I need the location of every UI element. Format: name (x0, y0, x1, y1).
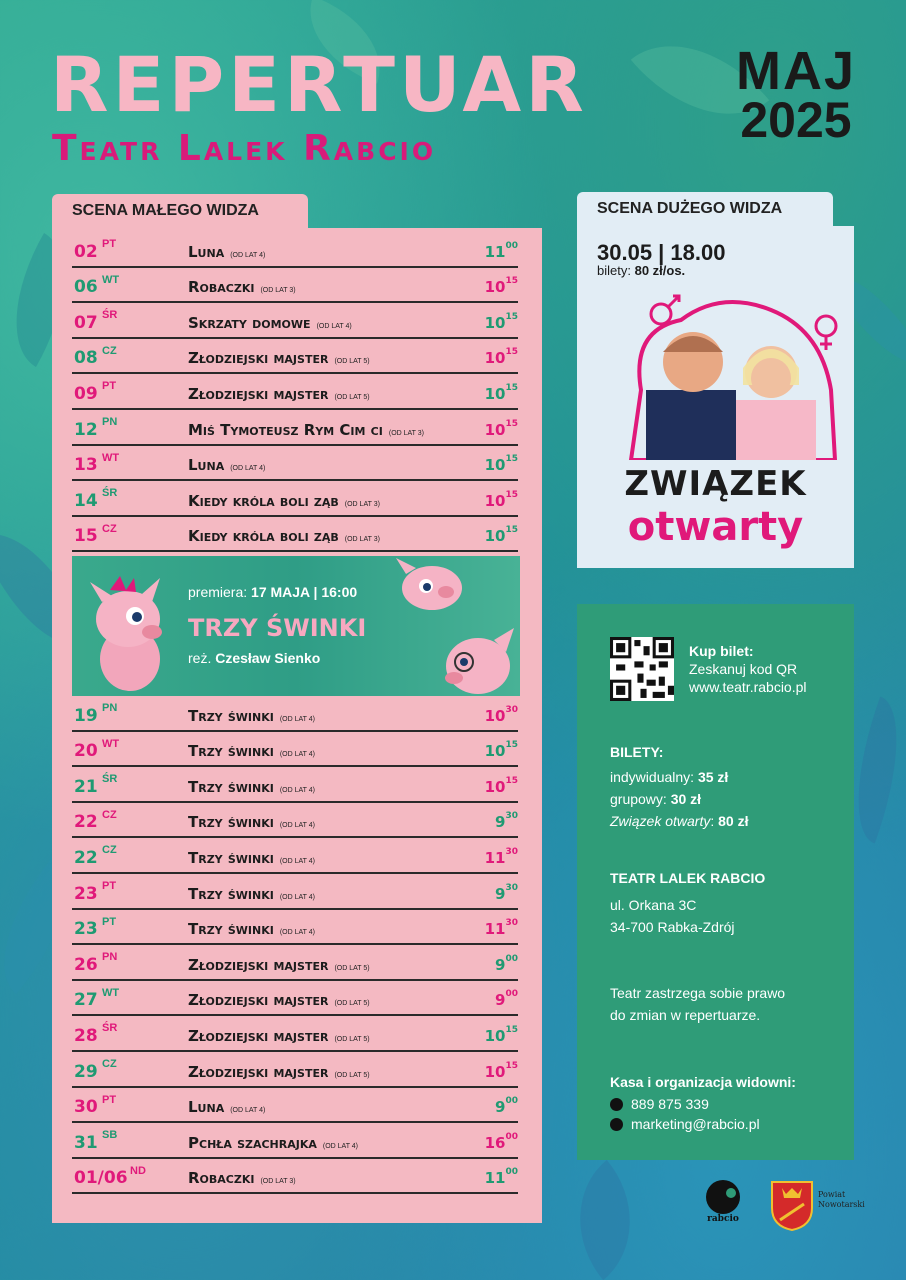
schedule-row (72, 1159, 518, 1195)
day-number: 23 (74, 919, 98, 940)
big-show-title: ZWIĄZEK (624, 464, 807, 504)
show-title: Skrzaty domowe (OD LAT 4) (188, 313, 352, 332)
schedule-row (72, 374, 518, 410)
show-time: $9^{30}$ (495, 811, 518, 832)
contact-heading: Kasa i organizacja widowni: (610, 1074, 796, 1090)
weekday-label: PN (102, 951, 118, 964)
show-time: $9^{00}$ (495, 1096, 518, 1117)
day-number: 14 (74, 490, 98, 511)
show-time: $11^{30}$ (484, 918, 518, 939)
show-title: Pchła szachrajka (OD LAT 4) (188, 1133, 359, 1152)
show-title: Trzy świnki (OD LAT 4) (188, 742, 315, 761)
weekday-label: ŚR (102, 309, 118, 322)
schedule-row (72, 1052, 518, 1088)
show-time: $10^{15}$ (484, 276, 518, 297)
age-label: (OD LAT 3) (260, 287, 296, 295)
age-label: (OD LAT 5) (334, 1071, 370, 1079)
schedule-row (72, 446, 518, 482)
weekday-label: WT (102, 451, 120, 464)
show-time: $10^{15}$ (484, 525, 518, 546)
day-number: 23 (74, 883, 98, 904)
age-label: (OD LAT 4) (279, 893, 315, 901)
show-title: Złodziejski majster (OD LAT 5) (188, 1026, 370, 1045)
weekday-label: CZ (102, 1058, 117, 1070)
show-title: Trzy świnki (OD LAT 4) (188, 848, 315, 867)
email-contact[interactable] (610, 1116, 760, 1132)
pig-head-illustration (392, 556, 472, 616)
age-label: (OD LAT 4) (230, 1107, 266, 1115)
show-time: $10^{15}$ (484, 1060, 518, 1081)
weekday-label: ŚR (102, 773, 118, 786)
big-stage-tab: SCENA DUŻEGO WIDZA (577, 192, 833, 226)
schedule-row (72, 981, 518, 1017)
age-label: (OD LAT 4) (279, 929, 315, 937)
day-number: 12 (74, 419, 98, 440)
show-time: $11^{00}$ (484, 240, 518, 261)
show-title: Luna (OD LAT 4) (188, 456, 266, 475)
show-title: Złodziejski majster (OD LAT 5) (188, 991, 370, 1010)
day-number: 19 (74, 705, 98, 726)
show-time: $11^{30}$ (484, 846, 518, 867)
show-time: $10^{15}$ (484, 775, 518, 796)
day-number: 27 (74, 990, 98, 1011)
day-number: 26 (74, 954, 98, 975)
age-label: (OD LAT 5) (334, 964, 370, 972)
weekday-label: SB (102, 1129, 118, 1142)
weekday-label: CZ (102, 844, 117, 857)
show-time: $10^{15}$ (484, 489, 518, 510)
year-label: 2025 (740, 92, 852, 149)
schedule-row (72, 1123, 518, 1159)
weekday-label: ND (130, 1164, 146, 1177)
big-show-subtitle: otwarty (627, 504, 804, 550)
pig-puppet-illustration (80, 574, 180, 694)
age-label: (OD LAT 3) (260, 1178, 296, 1186)
age-label: (OD LAT 4) (279, 786, 315, 794)
qr-code[interactable] (610, 637, 674, 701)
pig-glasses-illustration (434, 626, 520, 696)
age-label: (OD LAT 4) (279, 822, 315, 830)
day-number: 07 (74, 312, 98, 333)
day-number: 31 (74, 1132, 98, 1153)
day-number: 15 (74, 526, 98, 547)
show-time: $11^{00}$ (484, 1167, 518, 1188)
small-stage-tab: SCENA MAŁEGO WIDZA (52, 194, 308, 228)
show-title: Złodziejski majster (OD LAT 5) (188, 1062, 370, 1081)
premiere-show-title: TRZY ŚWINKI (188, 614, 367, 642)
day-number: 21 (74, 776, 98, 797)
age-label: (OD LAT 3) (344, 536, 380, 544)
schedule-row (72, 838, 518, 874)
weekday-label: WT (102, 986, 120, 999)
premiere-date: premiera: 17 MAJA | 16:00 (188, 584, 358, 600)
age-label: (OD LAT 3) (344, 500, 380, 508)
age-label: (OD LAT 3) (388, 429, 424, 437)
schedule-row (72, 874, 518, 910)
show-time: $10^{30}$ (484, 704, 518, 725)
weekday-label: PT (102, 915, 117, 928)
coat-of-arms-icon (770, 1180, 814, 1232)
month-label: MAJ (735, 41, 856, 101)
day-number: 01/06 (74, 1168, 128, 1189)
weekday-label: PN (102, 702, 118, 714)
theatre-name: Teatr Lalek Rabcio (52, 128, 437, 169)
day-number: 30 (74, 1097, 98, 1118)
age-label: (OD LAT 4) (279, 715, 315, 723)
day-number: 28 (74, 1025, 98, 1046)
phone-number[interactable]: 889 875 339 (631, 1096, 709, 1112)
actors-photo (621, 290, 841, 460)
buy-ticket-qr-text: Zeskanuj kod QR (689, 661, 798, 677)
day-number: 08 (74, 348, 98, 369)
phone-icon (610, 1098, 623, 1111)
buy-ticket-title: Kup bilet: (689, 643, 754, 659)
show-title: Luna (OD LAT 4) (188, 1098, 266, 1117)
schedule-row (72, 767, 518, 803)
age-label: (OD LAT 5) (334, 1035, 370, 1043)
age-label: (OD LAT 5) (334, 393, 370, 401)
day-number: 13 (74, 455, 98, 476)
schedule-row (72, 232, 518, 268)
schedule-row (72, 410, 518, 446)
weekday-label: CZ (102, 808, 117, 821)
schedule-row (72, 732, 518, 768)
schedule-row (72, 1088, 518, 1124)
tickets-heading: BILETY: (610, 744, 664, 760)
show-title: Trzy świnki (OD LAT 4) (188, 920, 315, 939)
show-title: Trzy świnki (OD LAT 4) (188, 777, 315, 796)
show-title: Trzy świnki (OD LAT 4) (188, 813, 315, 832)
schedule-row (72, 339, 518, 375)
age-label: (OD LAT 5) (334, 1000, 370, 1008)
show-time: $10^{15}$ (484, 740, 518, 761)
premiere-director: reż. Czesław Sienko (188, 650, 321, 666)
show-time: $16^{00}$ (484, 1131, 518, 1152)
show-time: $10^{15}$ (484, 382, 518, 403)
age-label: (OD LAT 4) (316, 322, 352, 330)
show-title: Robaczki (OD LAT 3) (188, 1169, 296, 1188)
show-title: Złodziejski majster (OD LAT 5) (188, 384, 370, 403)
schedule-row (72, 803, 518, 839)
schedule-row (72, 517, 518, 553)
weekday-label: PT (102, 380, 117, 393)
show-time: $10^{15}$ (484, 454, 518, 475)
show-time: $9^{30}$ (495, 882, 518, 903)
info-panel (577, 604, 854, 1160)
show-title: Trzy świnki (OD LAT 4) (188, 706, 315, 725)
age-label: (OD LAT 4) (230, 465, 266, 473)
show-time: $10^{15}$ (484, 311, 518, 332)
schedule-row (72, 910, 518, 946)
show-title: Luna (OD LAT 4) (188, 242, 266, 261)
schedule-row (72, 303, 518, 339)
show-time: $9^{00}$ (495, 953, 518, 974)
day-number: 22 (74, 812, 98, 833)
weekday-label: CZ (102, 344, 117, 357)
email-address[interactable]: marketing@rabcio.pl (631, 1116, 760, 1132)
email-icon (610, 1118, 623, 1131)
schedule-row (72, 481, 518, 517)
age-label: (OD LAT 5) (334, 358, 370, 366)
show-title: Miś Tymoteusz Rym Cim ci (OD LAT 3) (188, 420, 424, 439)
weekday-label: ŚR (102, 487, 118, 500)
day-number: 22 (74, 847, 98, 868)
age-label: (OD LAT 4) (279, 857, 315, 865)
day-number: 02 (74, 241, 98, 262)
theatre-heading: TEATR LALEK RABCIO (610, 870, 766, 886)
day-number: 29 (74, 1061, 98, 1082)
age-label: (OD LAT 4) (279, 751, 315, 759)
schedule-row (72, 1016, 518, 1052)
age-label: (OD LAT 4) (322, 1142, 359, 1150)
weekday-label: CZ (102, 522, 117, 535)
day-number: 06 (74, 277, 98, 298)
big-stage-tickets: bilety: 80 zł/os. (597, 263, 686, 278)
buy-ticket-info (689, 642, 807, 696)
ticket-prices: indywidualny: 35 zł grupowy: 30 zł Związek otwarty: 80 zł (610, 769, 749, 829)
premiere-banner (72, 556, 520, 696)
month-badge (735, 41, 856, 149)
day-number: 09 (74, 383, 98, 404)
page-title: REPERTUAR (50, 40, 588, 129)
big-stage-panel (577, 226, 854, 568)
schedule-row (72, 268, 518, 304)
show-title: Robaczki (OD LAT 3) (188, 278, 296, 297)
weekday-label: WT (102, 273, 120, 286)
schedule-row (72, 945, 518, 981)
powiat-label: Powiat Nowotarski (818, 1190, 865, 1209)
weekday-label: ŚR (102, 1022, 118, 1035)
rabcio-logo: rabcio (700, 1180, 746, 1232)
weekday-label: PT (102, 1093, 117, 1106)
weekday-label: PN (102, 416, 118, 428)
repertoire-notice: Teatr zastrzega sobie prawo do zmian w repertuarze. (610, 985, 786, 1023)
show-title: Kiedy króla boli ząb (OD LAT 3) (188, 527, 380, 546)
theatre-address: ul. Orkana 3C 34-700 Rabka-Zdrój (610, 897, 735, 935)
buy-ticket-link[interactable]: www.teatr.rabcio.pl (689, 679, 807, 695)
show-time: $9^{00}$ (495, 989, 518, 1010)
show-title: Kiedy króla boli ząb (OD LAT 3) (188, 491, 380, 510)
age-label: (OD LAT 4) (230, 251, 266, 259)
show-time: $10^{15}$ (484, 418, 518, 439)
small-stage-schedule (52, 228, 542, 1223)
schedule-row (72, 696, 518, 732)
show-time: $10^{15}$ (484, 347, 518, 368)
show-time: $10^{15}$ (484, 1024, 518, 1045)
show-title: Złodziejski majster (OD LAT 5) (188, 955, 370, 974)
phone-contact[interactable] (610, 1096, 709, 1112)
weekday-label: PT (102, 238, 117, 250)
day-number: 20 (74, 741, 98, 762)
show-title: Trzy świnki (OD LAT 4) (188, 884, 315, 903)
big-stage-date: 30.05 | 18.00 (597, 240, 726, 265)
show-title: Złodziejski majster (OD LAT 5) (188, 349, 370, 368)
weekday-label: WT (102, 737, 120, 750)
weekday-label: PT (102, 880, 117, 892)
